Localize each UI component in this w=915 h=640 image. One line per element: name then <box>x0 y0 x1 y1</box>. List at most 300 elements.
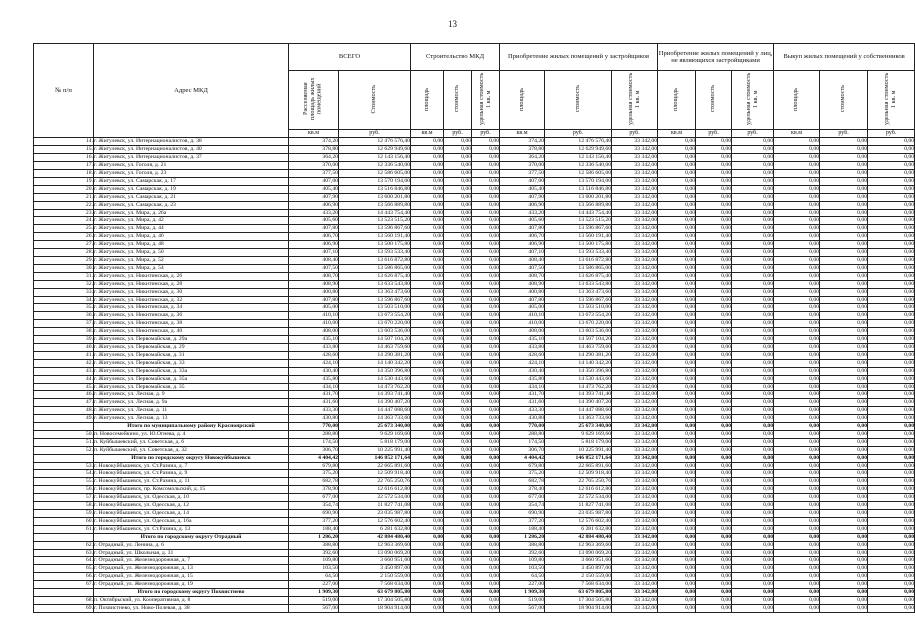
row-value: 0,00 <box>820 162 868 170</box>
row-value: 0,00 <box>868 320 915 328</box>
row-value: 0,00 <box>868 494 915 502</box>
row-value: 388,80 <box>500 541 545 549</box>
table-row <box>34 304 915 312</box>
row-value: 770,00 <box>289 423 339 431</box>
row-value: 0,00 <box>696 138 732 146</box>
row-value: 567,00 <box>500 604 545 612</box>
row-number <box>34 589 94 597</box>
row-value: 0,00 <box>868 549 915 557</box>
row-address: г. Жигулевск, ул. Первомайская, д. 33а <box>94 367 289 375</box>
row-value: 0,00 <box>732 375 774 383</box>
row-number: 49. <box>34 415 94 423</box>
row-number: 36. <box>34 312 94 320</box>
row-value: 0,00 <box>696 351 732 359</box>
row-value: 25 673 340,00 <box>545 423 612 431</box>
row-number: 37. <box>34 320 94 328</box>
row-value: 0,00 <box>472 351 500 359</box>
row-address: г. Жигулевск, ул. Первомайская, д. 35а <box>94 375 289 383</box>
row-number: 57. <box>34 494 94 502</box>
row-number: 66. <box>34 573 94 581</box>
row-value: 0,00 <box>658 502 696 510</box>
row-value: 0,00 <box>868 304 915 312</box>
row-value: 0,00 <box>696 264 732 272</box>
row-value: 0,00 <box>774 494 820 502</box>
row-value: 14 463 759,60 <box>339 343 411 351</box>
row-number: 30. <box>34 264 94 272</box>
row-value: 0,00 <box>696 383 732 391</box>
row-value: 0,00 <box>444 415 472 423</box>
row-value: 0,00 <box>732 438 774 446</box>
row-value: 33 342,00 <box>612 272 658 280</box>
row-value: 0,00 <box>868 177 915 185</box>
row-address: г. Новокуйбышевск, пр. Комсомольский, д. 15 <box>94 486 289 494</box>
row-value: 0,00 <box>774 478 820 486</box>
row-value: 0,00 <box>732 249 774 257</box>
row-value: 0,00 <box>774 596 820 604</box>
row-value: 0,00 <box>868 533 915 541</box>
row-value: 0,00 <box>472 264 500 272</box>
row-value: 0,00 <box>696 415 732 423</box>
row-value: 0,00 <box>658 170 696 178</box>
row-number: 69. <box>34 604 94 612</box>
row-value: 14 473 762,20 <box>545 383 612 391</box>
row-number: 23. <box>34 209 94 217</box>
row-value: 0,00 <box>820 249 868 257</box>
row-value: 0,00 <box>444 454 472 462</box>
row-value: 0,00 <box>411 367 444 375</box>
row-value: 0,00 <box>820 541 868 549</box>
row-value: 0,00 <box>411 375 444 383</box>
row-value: 0,00 <box>732 517 774 525</box>
row-value: 0,00 <box>868 217 915 225</box>
subheader-build-area-label: площадь <box>422 87 430 111</box>
row-value: 17 304 505,80 <box>339 596 411 604</box>
row-value: 519,00 <box>289 596 339 604</box>
row-value: 0,00 <box>411 407 444 415</box>
row-value: 0,00 <box>732 557 774 565</box>
row-value: 33 342,00 <box>612 557 658 565</box>
row-value: 0,00 <box>658 249 696 257</box>
table-row <box>34 312 915 320</box>
row-value: 0,00 <box>868 541 915 549</box>
row-value: 0,00 <box>868 486 915 494</box>
row-number: 24. <box>34 217 94 225</box>
row-value: 0,00 <box>732 581 774 589</box>
row-value: 375,20 <box>500 470 545 478</box>
row-value: 406,70 <box>500 233 545 241</box>
row-value: 306,70 <box>500 446 545 454</box>
row-value: 0,00 <box>868 233 915 241</box>
row-value: 0,00 <box>411 549 444 557</box>
row-value: 288,80 <box>500 430 545 438</box>
row-value: 0,00 <box>411 288 444 296</box>
row-value: 0,00 <box>820 494 868 502</box>
row-number: 21. <box>34 193 94 201</box>
row-value: 0,00 <box>411 494 444 502</box>
row-value: 11 827 741,08 <box>545 502 612 510</box>
row-value: 13 586 865,00 <box>339 264 411 272</box>
row-value: 14 140 342,20 <box>339 359 411 367</box>
row-value: 33 342,00 <box>612 430 658 438</box>
row-value: 0,00 <box>820 328 868 336</box>
row-number: 67. <box>34 581 94 589</box>
row-value: 428,60 <box>500 351 545 359</box>
row-value: 0,00 <box>658 549 696 557</box>
row-value: 0,00 <box>411 423 444 431</box>
row-value: 13 503 510,00 <box>545 304 612 312</box>
row-value: 0,00 <box>444 367 472 375</box>
row-value: 13 673 554,20 <box>545 312 612 320</box>
row-value: 0,00 <box>411 193 444 201</box>
row-value: 0,00 <box>472 533 500 541</box>
row-number <box>34 454 94 462</box>
row-value: 0,00 <box>472 320 500 328</box>
row-value: 0,00 <box>774 517 820 525</box>
row-value: 433,20 <box>289 209 339 217</box>
row-value: 0,00 <box>472 185 500 193</box>
row-address: Итого по муниципальному району Красноярский <box>94 423 289 431</box>
row-value: 0,00 <box>774 573 820 581</box>
row-value: 0,00 <box>696 549 732 557</box>
row-value: 0,00 <box>732 296 774 304</box>
row-number: 31. <box>34 272 94 280</box>
row-value: 3 660 951,60 <box>545 557 612 565</box>
row-value: 0,00 <box>444 470 472 478</box>
row-value: 13 503 510,00 <box>339 304 411 312</box>
row-value: 0,00 <box>820 438 868 446</box>
table-row <box>34 525 915 533</box>
header-group-construction: Строительство МКД <box>411 44 500 71</box>
row-value: 0,00 <box>774 367 820 375</box>
row-value: 0,00 <box>444 565 472 573</box>
unit-units_nondev-1: руб. <box>696 130 732 138</box>
row-value: 0,00 <box>411 146 444 154</box>
row-value: 0,00 <box>472 596 500 604</box>
row-number: 45. <box>34 383 94 391</box>
row-value: 0,00 <box>472 328 500 336</box>
row-value: 14 363 733,60 <box>545 415 612 423</box>
row-value: 0,00 <box>732 201 774 209</box>
row-value: 0,00 <box>696 557 732 565</box>
row-value: 33 342,00 <box>612 415 658 423</box>
row-value: 0,00 <box>658 438 696 446</box>
row-value: 33 342,00 <box>612 581 658 589</box>
row-value: 0,00 <box>472 249 500 257</box>
table-row <box>34 470 915 478</box>
row-value: 0,00 <box>658 581 696 589</box>
row-value: 33 342,00 <box>612 438 658 446</box>
row-value: 0,00 <box>774 454 820 462</box>
row-value: 3 450 897,00 <box>339 565 411 573</box>
row-value: 407,80 <box>289 296 339 304</box>
table-row <box>34 225 915 233</box>
row-value: 0,00 <box>820 320 868 328</box>
row-value: 0,00 <box>820 407 868 415</box>
row-value: 0,00 <box>696 494 732 502</box>
row-value: 0,00 <box>444 549 472 557</box>
row-value: 0,00 <box>658 296 696 304</box>
row-number: 63. <box>34 549 94 557</box>
row-number: 38. <box>34 328 94 336</box>
row-value: 0,00 <box>868 502 915 510</box>
row-number: 39. <box>34 336 94 344</box>
row-value: 13 560 191,40 <box>339 233 411 241</box>
row-value: 64,50 <box>289 573 339 581</box>
row-value: 0,00 <box>820 557 868 565</box>
row-value: 33 342,00 <box>612 138 658 146</box>
row-value: 0,00 <box>472 209 500 217</box>
row-value: 0,00 <box>472 478 500 486</box>
row-value: 0,00 <box>411 185 444 193</box>
row-value: 0,00 <box>774 225 820 233</box>
row-value: 0,00 <box>696 177 732 185</box>
row-value: 431,70 <box>289 391 339 399</box>
row-value: 0,00 <box>658 407 696 415</box>
row-value: 0,00 <box>696 423 732 431</box>
row-value: 13 516 846,80 <box>545 185 612 193</box>
subheader-total-area <box>289 71 339 130</box>
row-address: г. Жигулевск, ул. Лесная, д. 9а <box>94 399 289 407</box>
row-address: г. Отрадный, ул. Ленина, д. 6 <box>94 541 289 549</box>
row-value: 0,00 <box>444 146 472 154</box>
subheader-buyout-cost-label: стоимость <box>839 85 847 113</box>
row-value: 12 476 576,40 <box>545 138 612 146</box>
header-group-total: ВСЕГО <box>289 44 411 71</box>
row-address: Итого по городскому округу Отрадный <box>94 533 289 541</box>
row-value: 0,00 <box>868 367 915 375</box>
row-value: 0,00 <box>732 264 774 272</box>
row-value: 0,00 <box>472 502 500 510</box>
row-value: 33 342,00 <box>612 146 658 154</box>
row-value: 0,00 <box>820 502 868 510</box>
row-address: г. Жигулевск, ул. Мира, д. 54 <box>94 264 289 272</box>
row-number: 55. <box>34 478 94 486</box>
row-value: 33 342,00 <box>612 336 658 344</box>
row-value: 0,00 <box>658 146 696 154</box>
row-value: 0,00 <box>444 359 472 367</box>
row-value: 434,10 <box>500 383 545 391</box>
row-value: 0,00 <box>658 517 696 525</box>
row-number: 47. <box>34 399 94 407</box>
row-number: 59. <box>34 510 94 518</box>
row-value: 33 342,00 <box>612 423 658 431</box>
row-value: 0,00 <box>774 589 820 597</box>
row-value: 408,00 <box>500 328 545 336</box>
row-value: 0,00 <box>774 407 820 415</box>
table-body <box>34 138 915 612</box>
row-value: 0,00 <box>868 280 915 288</box>
row-value: 0,00 <box>444 541 472 549</box>
row-value: 0,00 <box>658 257 696 265</box>
table-row <box>34 209 915 217</box>
row-value: 0,00 <box>820 525 868 533</box>
row-value: 33 342,00 <box>612 502 658 510</box>
row-value: 0,00 <box>472 367 500 375</box>
row-address: г. Новокуйбышевск, ул. Ст.Разина, д. 11 <box>94 478 289 486</box>
row-value: 0,00 <box>732 383 774 391</box>
row-value: 14 530 443,60 <box>545 375 612 383</box>
row-number: 65. <box>34 565 94 573</box>
row-value: 0,00 <box>868 478 915 486</box>
row-value: 109,80 <box>500 557 545 565</box>
row-value: 0,00 <box>444 517 472 525</box>
row-number: 27. <box>34 241 94 249</box>
row-value: 0,00 <box>696 502 732 510</box>
row-number: 28. <box>34 249 94 257</box>
row-value: 0,00 <box>411 154 444 162</box>
row-value: 0,00 <box>411 233 444 241</box>
row-number: 46. <box>34 391 94 399</box>
row-value: 22 572 534,00 <box>545 494 612 502</box>
row-address: г. Жигулевск, ул. Мира, д. 52 <box>94 257 289 265</box>
row-value: 0,00 <box>411 304 444 312</box>
row-value: 0,00 <box>868 399 915 407</box>
row-value: 0,00 <box>696 573 732 581</box>
row-value: 0,00 <box>658 343 696 351</box>
row-value: 0,00 <box>774 502 820 510</box>
row-value: 0,00 <box>732 193 774 201</box>
row-value: 0,00 <box>472 336 500 344</box>
row-value: 0,00 <box>444 280 472 288</box>
row-value: 0,00 <box>820 209 868 217</box>
row-value: 0,00 <box>732 565 774 573</box>
row-value: 13 600 201,80 <box>339 193 411 201</box>
row-value: 10 225 991,40 <box>545 446 612 454</box>
row-value: 0,00 <box>868 170 915 178</box>
row-value: 14 350 396,80 <box>339 367 411 375</box>
row-value: 0,00 <box>411 177 444 185</box>
row-value: 0,00 <box>444 217 472 225</box>
row-value: 0,00 <box>411 383 444 391</box>
row-value: 0,00 <box>411 170 444 178</box>
row-value: 0,00 <box>868 557 915 565</box>
row-value: 406,90 <box>289 241 339 249</box>
row-value: 0,00 <box>820 185 868 193</box>
row-value: 33 342,00 <box>612 541 658 549</box>
row-value: 0,00 <box>774 462 820 470</box>
row-address: г. Жигулевск, ул. Первомайская, д. 33 <box>94 359 289 367</box>
row-value: 42 884 480,40 <box>545 533 612 541</box>
row-value: 0,00 <box>411 557 444 565</box>
row-value: 0,00 <box>411 209 444 217</box>
row-value: 12 616 612,80 <box>545 486 612 494</box>
table-row <box>34 517 915 525</box>
row-value: 13 616 872,80 <box>545 257 612 265</box>
row-value: 0,00 <box>868 581 915 589</box>
row-value: 0,00 <box>658 383 696 391</box>
row-value: 364,20 <box>500 154 545 162</box>
row-address: г. Жигулевск, ул. Лесная, д. 13 <box>94 415 289 423</box>
row-value: 0,00 <box>774 415 820 423</box>
row-value: 188,40 <box>500 525 545 533</box>
row-value: 0,00 <box>868 162 915 170</box>
table-row <box>34 233 915 241</box>
row-value: 0,00 <box>444 525 472 533</box>
row-value: 0,00 <box>658 201 696 209</box>
row-value: 0,00 <box>411 462 444 470</box>
row-address: г. Жигулевск, ул. Никитинская, д. 38 <box>94 320 289 328</box>
row-address: п. Октябрьский, ул. Кооперативная, д. 8 <box>94 596 289 604</box>
row-value: 406,90 <box>500 201 545 209</box>
row-value: 0,00 <box>774 549 820 557</box>
row-value: 33 342,00 <box>612 264 658 272</box>
row-value: 0,00 <box>472 154 500 162</box>
row-value: 33 342,00 <box>612 525 658 533</box>
row-value: 0,00 <box>696 478 732 486</box>
table-row <box>34 288 915 296</box>
row-value: 0,00 <box>472 375 500 383</box>
row-value: 0,00 <box>774 328 820 336</box>
table-row <box>34 264 915 272</box>
subheader-nondev-unit-cost <box>732 71 774 130</box>
row-value: 0,00 <box>411 280 444 288</box>
row-value: 0,00 <box>868 407 915 415</box>
subheader-nondev-unit-cost-label: удельная стоимость 1 кв. м <box>744 72 759 126</box>
row-address: г. Похвистнево, ул. Ново-Полевая, д. 38 <box>94 604 289 612</box>
table-row <box>34 383 915 391</box>
row-value: 0,00 <box>868 415 915 423</box>
row-value: 33 342,00 <box>612 462 658 470</box>
row-value: 430,80 <box>500 415 545 423</box>
row-value: 33 342,00 <box>612 351 658 359</box>
row-value: 0,00 <box>820 343 868 351</box>
row-value: 0,00 <box>732 423 774 431</box>
row-value: 0,00 <box>472 573 500 581</box>
table-row <box>34 557 915 565</box>
row-value: 0,00 <box>472 138 500 146</box>
row-address: п. Куйбышевский, ул. Советская, д. 32 <box>94 446 289 454</box>
row-value: 23 035 987,80 <box>545 510 612 518</box>
row-number: 29. <box>34 257 94 265</box>
row-value: 288,80 <box>289 430 339 438</box>
row-value: 33 342,00 <box>612 241 658 249</box>
row-value: 0,00 <box>658 336 696 344</box>
row-value: 0,00 <box>820 573 868 581</box>
row-value: 33 342,00 <box>612 280 658 288</box>
row-value: 0,00 <box>658 209 696 217</box>
row-value: 0,00 <box>658 367 696 375</box>
row-value: 0,00 <box>411 296 444 304</box>
row-value: 33 342,00 <box>612 225 658 233</box>
row-value: 0,00 <box>472 217 500 225</box>
row-value: 410,10 <box>500 312 545 320</box>
row-value: 405,60 <box>289 217 339 225</box>
row-value: 405,40 <box>289 185 339 193</box>
table-row <box>34 272 915 280</box>
row-address: г. Жигулевск, ул. Никитинская, д. 36 <box>94 312 289 320</box>
row-value: 410,10 <box>289 312 339 320</box>
row-value: 0,00 <box>472 304 500 312</box>
row-value: 174,50 <box>500 438 545 446</box>
row-value: 682,78 <box>500 478 545 486</box>
row-value: 13 603 536,00 <box>339 328 411 336</box>
row-value: 0,00 <box>774 399 820 407</box>
row-value: 0,00 <box>868 454 915 462</box>
row-value: 388,80 <box>289 541 339 549</box>
table-row <box>34 201 915 209</box>
row-value: 408,40 <box>500 257 545 265</box>
row-value: 0,00 <box>868 312 915 320</box>
row-address: г. Новокуйбышевск, ул. Ст.Разина, д. 7 <box>94 462 289 470</box>
row-value: 0,00 <box>732 510 774 518</box>
row-value: 0,00 <box>411 604 444 612</box>
row-value: 0,00 <box>774 272 820 280</box>
row-number: 15. <box>34 146 94 154</box>
row-value: 33 342,00 <box>612 470 658 478</box>
row-value: 0,00 <box>820 288 868 296</box>
row-value: 0,00 <box>820 510 868 518</box>
row-value: 0,00 <box>696 154 732 162</box>
